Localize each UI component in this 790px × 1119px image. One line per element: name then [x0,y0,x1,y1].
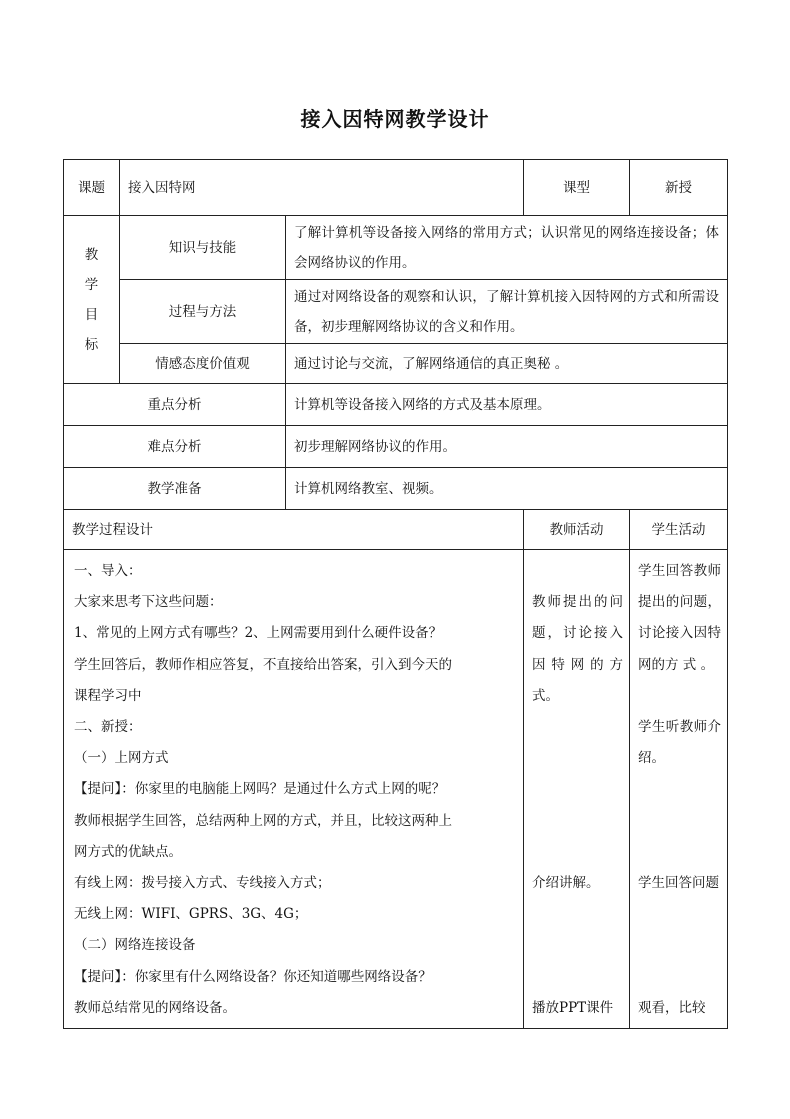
process-line: 教师总结常见的网络设备。 [74,999,236,1016]
process-line: 【提问】：你家里的电脑能上网吗？是通过什么方式上网的呢？ [74,781,446,798]
document-title: 接入因特网教学设计 [300,107,490,131]
student-activity: 观看，比较 [638,999,706,1016]
process-line: 课程学习中 [74,687,142,704]
process-line: 一、导入： [74,563,142,579]
objective-label: 情感态度价值观 [120,344,286,384]
objectives-label: 教 学 目 标 [64,216,120,384]
type-value: 新授 [630,160,728,216]
student-activity: 学生回答问题 [638,874,719,891]
teacher-activity: 教师提出的问题，讨论接入因特网的方式。 [532,594,623,704]
student-activity: 学生回答教师提出的问题，讨论接入因特网的方 式 。 [638,563,721,673]
process-line: 有线上网：拨号接入方式、专线接入方式； [74,875,331,892]
objective-row [64,280,728,344]
student-activities [630,550,728,1029]
objective-text: 了解计算机等设备接入网络的常用方式；认识常见的网络连接设备；体会网络协议的作用。 [286,216,728,280]
process-line: 学生回答后，教师作相应答复，不直接给出答案，引入到今天的 [74,656,452,673]
process-line: 二、新授： [74,719,142,736]
lesson-row [64,160,728,216]
process-line: 【提问】：你家里有什么网络设备？你还知道哪些网络设备？ [74,968,432,985]
lesson-value: 接入因特网 [120,160,524,216]
lesson-plan-table [63,159,728,1029]
analysis-row [64,384,728,426]
analysis-label: 教学准备 [64,468,286,510]
process-content [64,550,524,1029]
teacher-activity-header: 教师活动 [524,510,630,550]
process-header-row [64,510,728,550]
student-activity: 学生听教师介绍。 [638,719,721,767]
analysis-label: 难点分析 [64,426,286,468]
process-line: 教师根据学生回答，总结两种上网的方式，并且，比较这两种上 [74,812,452,829]
process-line: 大家来思考下这些问题： [74,594,223,611]
process-line: （二）网络连接设备 [74,937,196,954]
objective-row [64,344,728,384]
lesson-label: 课题 [64,160,120,216]
process-line: （一）上网方式 [74,750,169,767]
analysis-text: 计算机网络教室、视频。 [286,468,728,510]
process-body-row [64,550,728,1029]
analysis-text: 计算机等设备接入网络的方式及基本原理。 [286,384,728,426]
objective-text: 通过讨论与交流，了解网络通信的真正奥秘 。 [286,344,728,384]
objective-label: 知识与技能 [120,216,286,280]
analysis-row [64,426,728,468]
process-line: 1、常见的上网方式有哪些？2、上网需要用到什么硬件设备？ [74,625,443,642]
teacher-activity: 介绍讲解。 [532,874,600,891]
objective-label: 过程与方法 [120,280,286,344]
process-design-header: 教学过程设计 [64,510,524,550]
teacher-activity: 播放PPT课件 [532,999,614,1016]
analysis-text: 初步理解网络协议的作用。 [286,426,728,468]
teacher-activities [524,550,630,1029]
process-line: 网方式的优缺点。 [74,843,182,860]
process-line: 无线上网：WIFI、GPRS、3G、4G； [74,906,308,923]
objective-row [64,216,728,280]
analysis-row [64,468,728,510]
student-activity-header: 学生活动 [630,510,728,550]
type-label: 课型 [524,160,630,216]
analysis-label: 重点分析 [64,384,286,426]
objective-text: 通过对网络设备的观察和认识，了解计算机接入因特网的方式和所需设备，初步理解网络协议的含义和作用。 [286,280,728,344]
